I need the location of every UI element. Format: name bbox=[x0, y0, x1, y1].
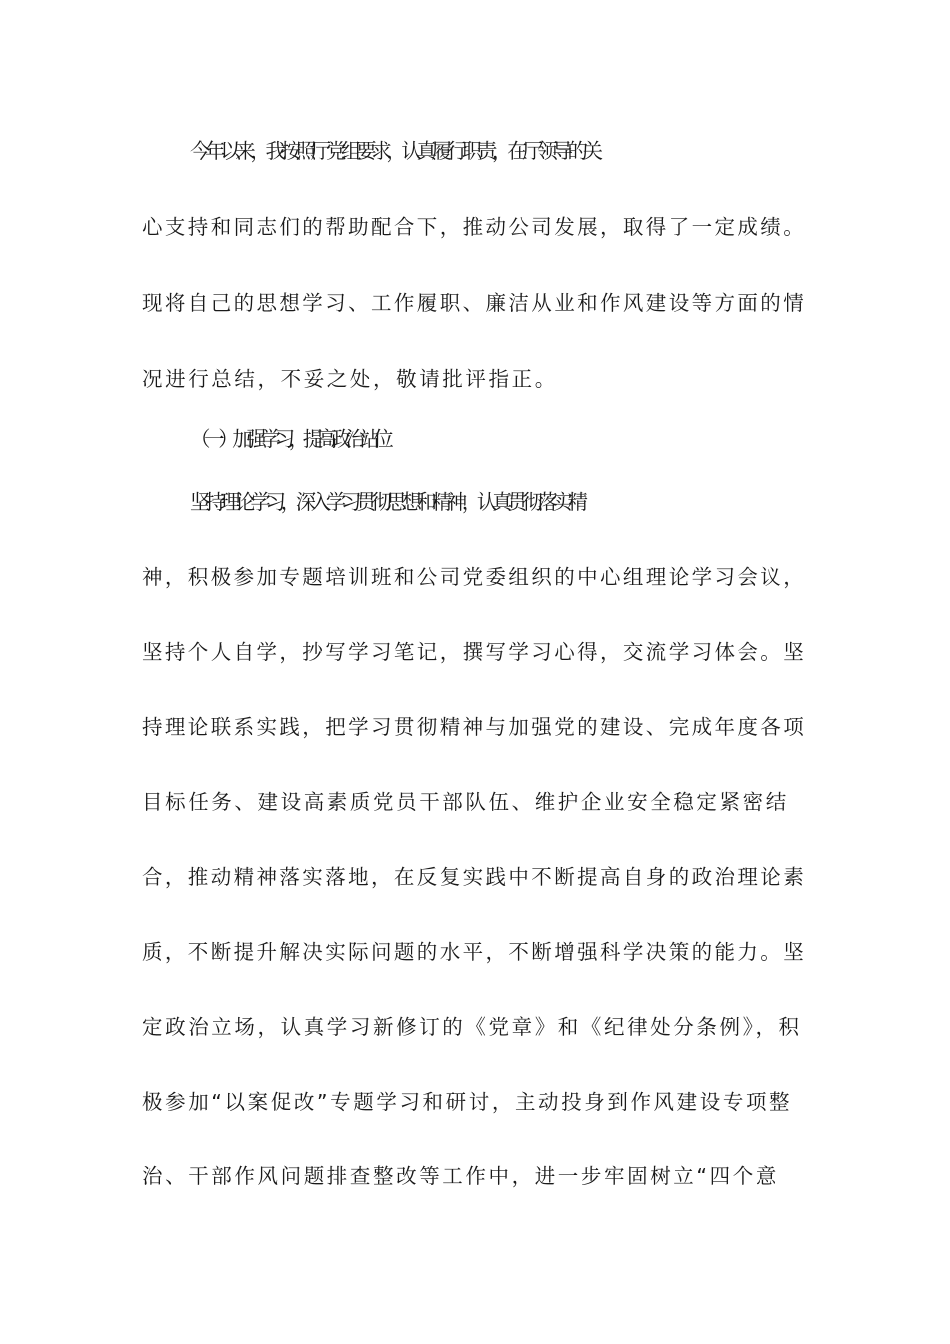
paragraph-2-line-1: 坚持理论学习，深入学习贯彻思想和精神，认真贯彻落实精 bbox=[190, 490, 583, 514]
paragraph-1-line-1: 今年以来，我按照厅党组要求，认真履行职责，在厅领导的关 bbox=[190, 139, 598, 163]
paragraph-2-line-10: 治、干部作风问题排查整改等工作中，进一步牢固树立“四个意 bbox=[142, 1164, 779, 1188]
paragraph-2-line-2: 神，积极参加专题培训班和公司党委组织的中心组理论学习会议， bbox=[142, 565, 807, 589]
paragraph-2-line-9: 极参加“以案促改”专题学习和研讨，主动投身到作风建设专项整 bbox=[142, 1090, 793, 1114]
paragraph-2-line-3: 坚持个人自学，抄写学习笔记，撰写学习心得，交流学习体会。坚 bbox=[142, 640, 807, 664]
paragraph-2-line-5: 目标任务、建设高素质党员干部队伍、维护企业安全稳定紧密结 bbox=[142, 790, 789, 814]
paragraph-1-line-4: 况进行总结，不妥之处，敬请批评指正。 bbox=[142, 367, 558, 391]
paragraph-2-line-7: 质，不断提升解决实际问题的水平，不断增强科学决策的能力。坚 bbox=[142, 940, 807, 964]
paragraph-2-line-6: 合，推动精神落实落地，在反复实践中不断提高自身的政治理论素 bbox=[142, 865, 807, 889]
paragraph-2-line-4: 持理论联系实践，把学习贯彻精神与加强党的建设、完成年度各项 bbox=[142, 715, 807, 739]
paragraph-1-line-2: 心支持和同志们的帮助配合下，推动公司发展，取得了一定成绩。 bbox=[142, 215, 807, 239]
section-heading: （一）加强学习，提高政治站位 bbox=[190, 427, 388, 451]
paragraph-2-line-8: 定政治立场，认真学习新修订的《党章》和《纪律处分条例》，积 bbox=[142, 1015, 802, 1039]
paragraph-1-line-3: 现将自己的思想学习、工作履职、廉洁从业和作风建设等方面的情 bbox=[142, 291, 807, 315]
